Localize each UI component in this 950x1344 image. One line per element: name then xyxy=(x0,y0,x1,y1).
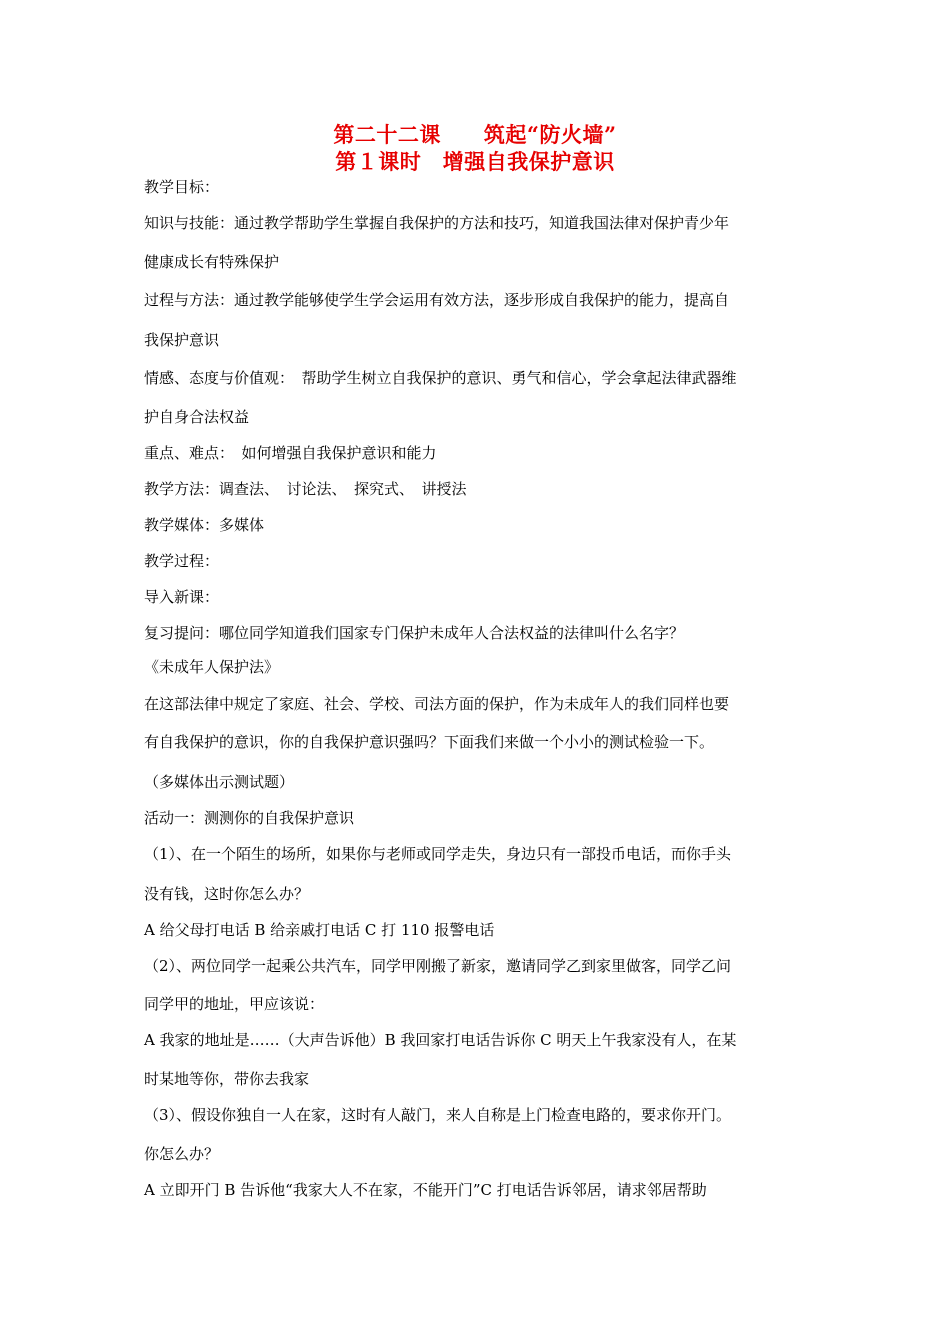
text-line-question-1: （1）、在一个陌生的场所，如果你与老师或同学走失，身边只有一部投币电话，而你手头 xyxy=(144,845,732,863)
text-line-knowledge-skills-cont: 健康成长有特殊保护 xyxy=(144,253,280,271)
lesson-subtitle: 第１课时 增强自我保护意识 xyxy=(335,149,615,174)
text-line-process-method: 过程与方法：通过教学能够使学生学会运用有效方法，逐步形成自我保护的能力，提高自 xyxy=(144,291,730,309)
text-line-activity-one: 活动一：测测你的自我保护意识 xyxy=(144,809,355,827)
text-line-teaching-process: 教学过程： xyxy=(144,552,220,570)
text-line-emotion-values-cont: 护自身合法权益 xyxy=(144,408,250,426)
text-line-teaching-methods: 教学方法：调查法、 讨论法、 探究式、 讲授法 xyxy=(144,480,467,498)
text-line-knowledge-skills: 知识与技能：通过教学帮助学生掌握自我保护的方法和技巧，知道我国法律对保护青少年 xyxy=(144,214,730,232)
text-line-question-1-cont: 没有钱，这时你怎么办？ xyxy=(144,885,310,903)
text-line-law-description-cont: 有自我保护的意识，你的自我保护意识强吗？下面我们来做一个小小的测试检验一下。 xyxy=(144,733,715,751)
text-line-law-description: 在这部法律中规定了家庭、社会、学校、司法方面的保护，作为未成年人的我们同样也要 xyxy=(144,695,730,713)
text-line-introduction: 导入新课： xyxy=(144,588,220,606)
text-line-question-1-options: A 给父母打电话 B 给亲戚打电话 C 打 110 报警电话 xyxy=(144,921,495,939)
text-line-question-2: （2）、两位同学一起乘公共汽车，同学甲刚搬了新家，邀请同学乙到家里做客，同学乙问 xyxy=(144,957,732,975)
text-line-multimedia-quiz: （多媒体出示测试题） xyxy=(144,773,295,791)
text-line-key-points: 重点、难点： 如何增强自我保护意识和能力 xyxy=(144,444,437,462)
text-line-question-3-cont: 你怎么办？ xyxy=(144,1145,220,1163)
lesson-title: 第二十二课 筑起“防火墙” xyxy=(333,122,617,147)
text-line-law-name: 《未成年人保护法》 xyxy=(144,658,280,676)
text-line-question-3: （3）、假设你独自一人在家，这时有人敲门，来人自称是上门检查电路的，要求你开门。 xyxy=(144,1106,732,1124)
text-line-teaching-media: 教学媒体：多媒体 xyxy=(144,516,265,534)
text-line-question-2-options: A 我家的地址是……（大声告诉他）B 我回家打电话告诉你 C 明天上午我家没有人，在某 xyxy=(144,1031,737,1049)
text-line-teaching-goals: 教学目标： xyxy=(144,178,220,196)
text-line-question-2-cont: 同学甲的地址，甲应该说： xyxy=(144,995,325,1013)
text-line-emotion-values: 情感、态度与价值观： 帮助学生树立自我保护的意识、勇气和信心，学会拿起法律武器维 xyxy=(144,369,737,387)
text-line-process-method-cont: 我保护意识 xyxy=(144,331,220,349)
text-line-question-2-options-cont: 时某地等你，带你去我家 xyxy=(144,1070,310,1088)
text-line-review-question: 复习提问：哪位同学知道我们国家专门保护未成年人合法权益的法律叫什么名字？ xyxy=(144,624,685,642)
text-line-question-3-options: A 立即开门 B 告诉他“我家大人不在家，不能开门”C 打电话告诉邻居，请求邻居帮助 xyxy=(144,1181,707,1199)
title-block xyxy=(0,121,950,175)
